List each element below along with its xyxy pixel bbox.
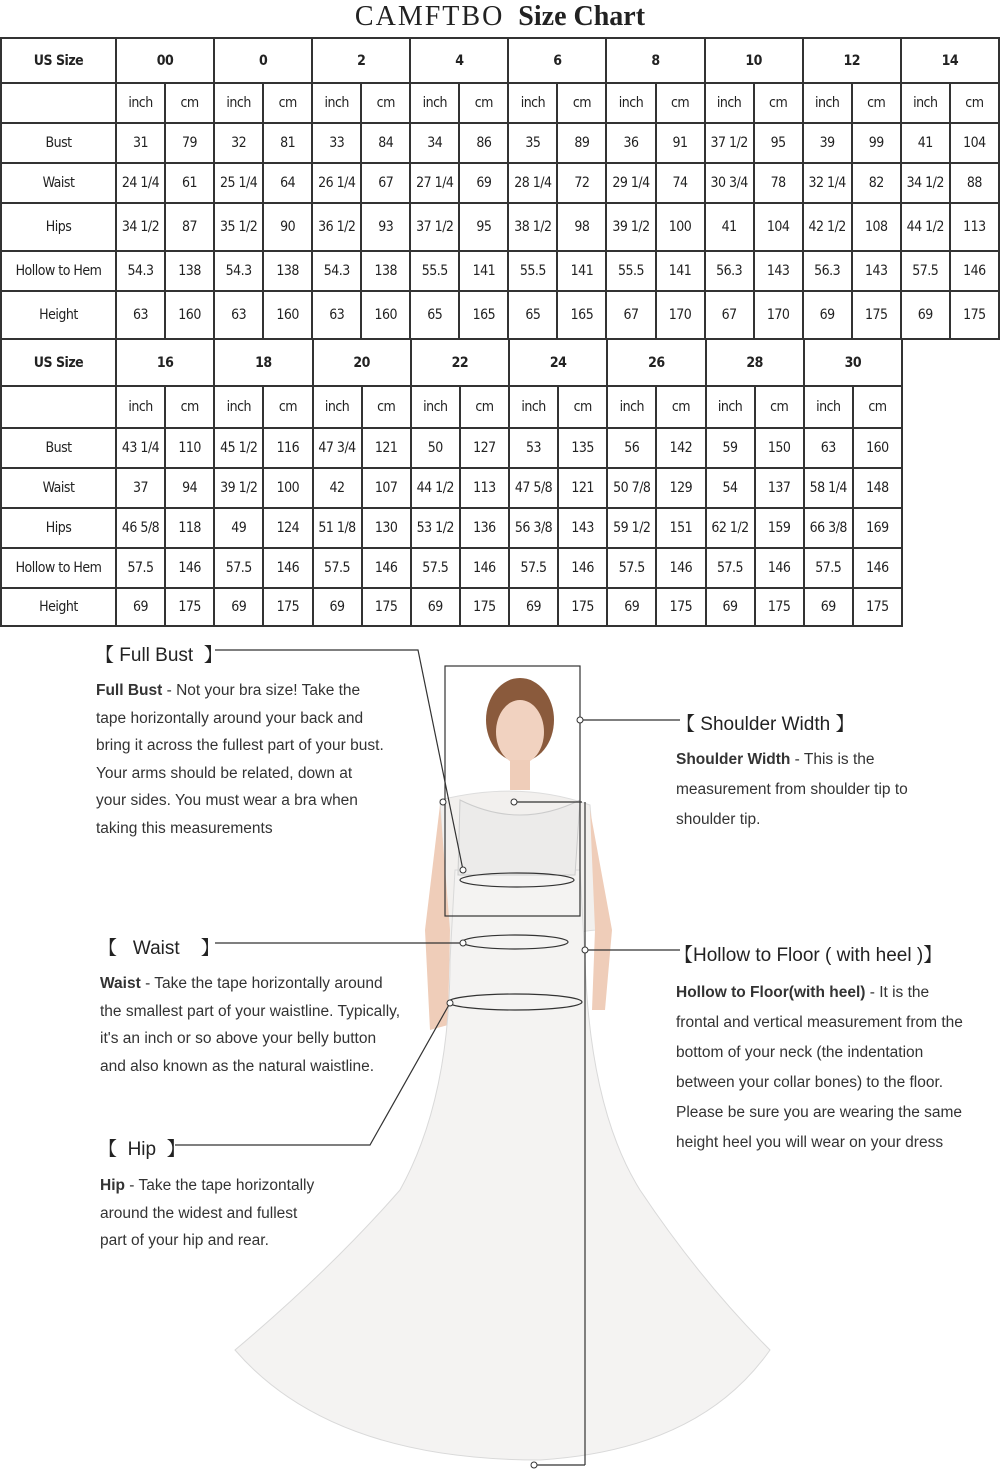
measurement-cell: 160 [263,291,312,339]
unit-cm: cm [656,386,705,428]
unit-inch: inch [214,386,263,428]
measurement-cell: 175 [656,588,705,626]
table-row [1,203,999,251]
measurement-cell: 78 [754,163,803,203]
size-20-header: 20 [313,339,411,386]
measurement-cell: 31 [116,123,165,163]
measurement-cell: 121 [362,428,411,468]
measurement-cell: 130 [362,508,411,548]
measurement-cell: 56.3 [705,251,754,291]
unit-cm: cm [853,386,902,428]
term: Hollow to Floor(with heel) [676,984,866,1001]
measurement-cell: 146 [362,548,411,588]
measurement-cell: 41 [901,123,950,163]
measurement-cell: 175 [755,588,804,626]
row-label: Bust [1,428,116,468]
measurement-cell: 62 1/2 [706,508,755,548]
measurement-cell: 99 [852,123,901,163]
measurement-cell: 57.5 [607,548,656,588]
measurement-cell: 148 [853,468,902,508]
measurement-cell: 124 [263,508,312,548]
size-28-header: 28 [706,339,804,386]
row-label: Waist [1,163,116,203]
measurement-cell: 141 [656,251,705,291]
unit-inch: inch [509,386,558,428]
shoulder-width-heading: 【 Shoulder Width 】 [676,714,855,735]
line: part of your hip and rear. [100,1232,269,1249]
measurement-cell: 37 1/2 [705,123,754,163]
measurement-cell: 37 1/2 [410,203,459,251]
line: taking this measurements [96,819,273,837]
unit-cm: cm [950,83,999,123]
measurement-cell: 146 [656,548,705,588]
table-row [1,428,902,468]
unit-cm: cm [755,386,804,428]
measurement-cell: 57.5 [214,548,263,588]
waist-description [100,970,400,1080]
measurement-cell: 35 1/2 [214,203,263,251]
unit-inch: inch [214,83,263,123]
size-24-header: 24 [509,339,607,386]
line: height heel you will wear on your dress [676,1134,944,1151]
measurement-cell: 175 [950,291,999,339]
unit-cm: cm [362,386,411,428]
table-row [1,508,902,548]
measurement-cell: 67 [705,291,754,339]
measurement-cell: 63 [116,291,165,339]
row-label: Hips [1,203,116,251]
measurement-cell: 24 1/4 [116,163,165,203]
size-6-header: 6 [508,38,606,83]
measurement-cell: 84 [361,123,410,163]
measurement-cell: 30 3/4 [705,163,754,203]
measurement-cell: 29 1/4 [606,163,655,203]
measurement-cell: 63 [214,291,263,339]
measurement-cell: 90 [263,203,312,251]
line: shoulder tip. [676,811,761,828]
measurement-cell: 57.5 [706,548,755,588]
measurement-cell: 138 [165,251,214,291]
measurement-cell: 69 [706,588,755,626]
measurement-cell: 56 [607,428,656,468]
measurement-cell: 36 [606,123,655,163]
chart-title: Size Chart [518,1,646,32]
line: - It is the [865,984,930,1001]
measurement-cell: 165 [459,291,508,339]
measurement-cell: 175 [362,588,411,626]
table-row [1,251,999,291]
measurement-cell: 127 [460,428,509,468]
measurement-cell: 44 1/2 [411,468,460,508]
unit-cm: cm [459,83,508,123]
measurement-cell: 32 1/4 [803,163,852,203]
size-16-header: 16 [116,339,214,386]
measurement-cell: 146 [263,548,312,588]
line: between your collar bones) to the floor. [676,1074,944,1091]
measurement-cell: 175 [853,588,902,626]
line: - Not your bra size! Take the [162,682,361,699]
measurement-cell: 121 [558,468,607,508]
table-row [1,163,999,203]
size-4-header: 4 [410,38,508,83]
row-label: Height [1,291,116,339]
measurement-cell: 61 [165,163,214,203]
measurement-cell: 69 [214,588,263,626]
measurement-cell: 74 [656,163,705,203]
measurement-cell: 93 [361,203,410,251]
measurement-cell: 25 1/4 [214,163,263,203]
measurement-cell: 58 1/4 [804,468,853,508]
measurement-cell: 42 [313,468,362,508]
hip-heading: 【 Hip 】 [98,1139,186,1160]
line: - This is the [790,751,875,768]
line: bottom of your neck (the indentation [676,1044,924,1061]
measurement-cell: 82 [852,163,901,203]
measurement-cell: 94 [165,468,214,508]
brand-name: CAMFTBO [354,1,505,32]
measurement-cell: 57.5 [411,548,460,588]
measurement-cell: 169 [853,508,902,548]
measurement-cell: 116 [263,428,312,468]
measurement-cell: 47 5/8 [509,468,558,508]
line: measurement from shoulder tip to [676,781,908,798]
line: tape horizontally around your back and [96,709,364,727]
measurement-cell: 44 1/2 [901,203,950,251]
measurement-cell: 54.3 [312,251,361,291]
unit-inch: inch [312,83,361,123]
measurement-cell: 87 [165,203,214,251]
term: Waist [100,975,141,992]
measurement-cell: 65 [410,291,459,339]
measurement-cell: 53 [509,428,558,468]
unit-inch: inch [116,83,165,123]
measurement-cell: 67 [361,163,410,203]
measurement-cell: 160 [165,291,214,339]
row-label: Waist [1,468,116,508]
measurement-cell: 138 [263,251,312,291]
unit-cm: cm [557,83,606,123]
measurement-cell: 59 [706,428,755,468]
measurement-cell: 79 [165,123,214,163]
measurement-cell: 57.5 [116,548,165,588]
measurement-cell: 69 [803,291,852,339]
measurement-cell: 143 [558,508,607,548]
row-label: Hollow to Hem [1,251,116,291]
measurement-cell: 69 [411,588,460,626]
unit-cm: cm [754,83,803,123]
measurement-cell: 49 [214,508,263,548]
measurement-cell: 39 1/2 [214,468,263,508]
waist-heading: 【 Waist 】 [98,938,220,959]
measurement-cell: 138 [361,251,410,291]
measurement-cell: 42 1/2 [803,203,852,251]
row-label: Hollow to Hem [1,548,116,588]
size-table-1 [0,37,1000,340]
table-row [1,588,902,626]
measurement-cell: 46 5/8 [116,508,165,548]
measurement-cell: 63 [312,291,361,339]
unit-cm: cm [852,83,901,123]
measurement-cell: 165 [557,291,606,339]
measurement-cell: 104 [754,203,803,251]
measurement-cell: 57.5 [509,548,558,588]
size-12-header: 12 [803,38,901,83]
full-bust-heading: 【 Full Bust 】 [95,645,223,666]
measurement-cell: 57.5 [804,548,853,588]
measurement-cell: 66 3/8 [804,508,853,548]
measurement-cell: 146 [460,548,509,588]
measurement-cell: 81 [263,123,312,163]
term: Shoulder Width [676,751,791,768]
table-row [1,548,902,588]
measurement-cell: 175 [460,588,509,626]
measurement-cell: 59 1/2 [607,508,656,548]
size-table-2 [0,338,903,627]
measurement-cell: 45 1/2 [214,428,263,468]
measurement-cell: 159 [755,508,804,548]
measurement-cell: 129 [656,468,705,508]
row-label: Bust [1,123,116,163]
measurement-cell: 69 [116,588,165,626]
unit-row-label [1,386,116,428]
measurement-cell: 100 [263,468,312,508]
unit-cm: cm [656,83,705,123]
measurement-cell: 104 [950,123,999,163]
measurement-cell: 50 [411,428,460,468]
table-row [1,123,999,163]
measurement-cell: 150 [755,428,804,468]
measurement-cell: 143 [754,251,803,291]
measurement-cell: 146 [853,548,902,588]
measurement-cell: 69 [459,163,508,203]
measurement-cell: 146 [755,548,804,588]
measurement-cell: 91 [656,123,705,163]
measurement-cell: 146 [165,548,214,588]
measurement-cell: 36 1/2 [312,203,361,251]
size-8-header: 8 [606,38,704,83]
measurement-cell: 135 [558,428,607,468]
table-row [1,291,999,339]
unit-inch: inch [410,83,459,123]
unit-row [1,386,902,428]
measurement-cell: 32 [214,123,263,163]
term: Hip [100,1177,125,1194]
measurement-cell: 136 [460,508,509,548]
measurement-cell: 53 1/2 [411,508,460,548]
measurement-cell: 69 [804,588,853,626]
shoulder-width-description [676,745,908,835]
unit-row-label [1,83,116,123]
measurement-cell: 175 [263,588,312,626]
measurement-cell: 151 [656,508,705,548]
measurement-cell: 34 1/2 [116,203,165,251]
measurement-cell: 55.5 [606,251,655,291]
measurement-cell: 63 [804,428,853,468]
measurement-cell: 113 [950,203,999,251]
measurement-cell: 67 [606,291,655,339]
row-label: Hips [1,508,116,548]
size-14-header: 14 [901,38,999,83]
measurement-cell: 38 1/2 [508,203,557,251]
unit-inch: inch [705,83,754,123]
measurement-cell: 55.5 [508,251,557,291]
measurement-cell: 88 [950,163,999,203]
measurement-cell: 54.3 [214,251,263,291]
measurement-cell: 65 [508,291,557,339]
measurement-cell: 141 [557,251,606,291]
unit-inch: inch [508,83,557,123]
full-bust-description [96,677,384,842]
measurement-cell: 56 3/8 [509,508,558,548]
unit-inch: inch [706,386,755,428]
unit-row [1,83,999,123]
measurement-cell: 175 [558,588,607,626]
line: it's an inch or so above your belly button [100,1030,377,1047]
measurement-cell: 118 [165,508,214,548]
page-title [0,0,1000,36]
measurement-cell: 160 [853,428,902,468]
measurement-cell: 34 [410,123,459,163]
measurement-cell: 43 1/4 [116,428,165,468]
size-2-header: 2 [312,38,410,83]
measurement-cell: 47 3/4 [313,428,362,468]
measurement-cell: 141 [459,251,508,291]
unit-inch: inch [901,83,950,123]
unit-cm: cm [263,386,312,428]
shoulder-heading-text: Shoulder Width [700,714,831,735]
line: - Take the tape horizontally around [140,975,383,992]
unit-cm: cm [361,83,410,123]
size-header-row [1,38,999,83]
measurement-cell: 146 [950,251,999,291]
unit-inch: inch [607,386,656,428]
size-header-row [1,339,902,386]
measurement-cell: 110 [165,428,214,468]
hollow-to-floor-description [676,978,963,1158]
line: Your arms should be related, down at [96,764,353,782]
measurement-cell: 35 [508,123,557,163]
measurement-cell: 55.5 [410,251,459,291]
measurement-cell: 57.5 [313,548,362,588]
measurement-cell: 57.5 [901,251,950,291]
measurement-cell: 142 [656,428,705,468]
line: Please be sure you are wearing the same [676,1104,963,1121]
measurement-cell: 64 [263,163,312,203]
term: Full Bust [96,682,163,699]
measurement-cell: 175 [165,588,214,626]
measurement-cell: 146 [558,548,607,588]
size-26-header: 26 [607,339,705,386]
hip-heading-text: Hip [127,1139,157,1160]
hollow-heading-text: Hollow to Floor ( with heel ) [693,945,924,966]
row-label: Height [1,588,116,626]
unit-inch: inch [804,386,853,428]
unit-inch: inch [411,386,460,428]
measurement-cell: 137 [755,468,804,508]
measurement-cell: 41 [705,203,754,251]
hip-description [100,1172,314,1255]
line: around the widest and fullest [100,1204,298,1222]
measurement-cell: 28 1/4 [508,163,557,203]
waist-heading-text: Waist [132,938,180,959]
measurement-cell: 170 [754,291,803,339]
table-row [1,468,902,508]
measurement-cell: 98 [557,203,606,251]
unit-cm: cm [460,386,509,428]
measurement-cell: 107 [362,468,411,508]
us-size-label: US Size [1,38,116,83]
full-bust-heading-text: Full Bust [119,645,194,666]
measurement-cell: 69 [313,588,362,626]
measurement-cell: 108 [852,203,901,251]
measurement-cell: 54.3 [116,251,165,291]
size-18-header: 18 [214,339,312,386]
measurement-cell: 69 [901,291,950,339]
measurement-cell: 100 [656,203,705,251]
unit-inch: inch [313,386,362,428]
line: - Take the tape horizontally [124,1177,315,1194]
measurement-cell: 27 1/4 [410,163,459,203]
measurement-cell: 39 1/2 [606,203,655,251]
measurement-cell: 95 [754,123,803,163]
measurement-cell: 50 7/8 [607,468,656,508]
size-0-header: 0 [214,38,312,83]
measurement-cell: 175 [852,291,901,339]
measurement-cell: 170 [656,291,705,339]
measurement-cell: 56.3 [803,251,852,291]
measurement-cell: 51 1/8 [313,508,362,548]
measurement-cell: 69 [607,588,656,626]
unit-cm: cm [558,386,607,428]
measurement-cell: 95 [459,203,508,251]
unit-inch: inch [803,83,852,123]
line: the smallest part of your waistline. Typically, [100,1002,401,1020]
us-size-label: US Size [1,339,116,386]
line: frontal and vertical measurement from the [676,1014,963,1031]
line: bring it across the fullest part of your bust. [96,737,384,754]
measurement-cell: 33 [312,123,361,163]
unit-cm: cm [165,83,214,123]
measurement-cell: 89 [557,123,606,163]
size-00-header: 00 [116,38,214,83]
measurement-cell: 69 [509,588,558,626]
unit-inch: inch [606,83,655,123]
unit-cm: cm [263,83,312,123]
hollow-to-floor-heading: 【Hollow to Floor ( with heel )】 [674,945,943,966]
measurement-cell: 34 1/2 [901,163,950,203]
measurement-cell: 72 [557,163,606,203]
line: and also known as the natural waistline. [100,1057,374,1075]
measurement-cell: 54 [706,468,755,508]
measurement-cell: 113 [460,468,509,508]
size-22-header: 22 [411,339,509,386]
measurement-cell: 39 [803,123,852,163]
measurement-cell: 37 [116,468,165,508]
line: your sides. You must wear a bra when [96,792,358,809]
measurement-cell: 26 1/4 [312,163,361,203]
measurement-cell: 86 [459,123,508,163]
unit-cm: cm [165,386,214,428]
measurement-cell: 143 [852,251,901,291]
size-10-header: 10 [705,38,803,83]
size-30-header: 30 [804,339,902,386]
measurement-cell: 160 [361,291,410,339]
unit-inch: inch [116,386,165,428]
